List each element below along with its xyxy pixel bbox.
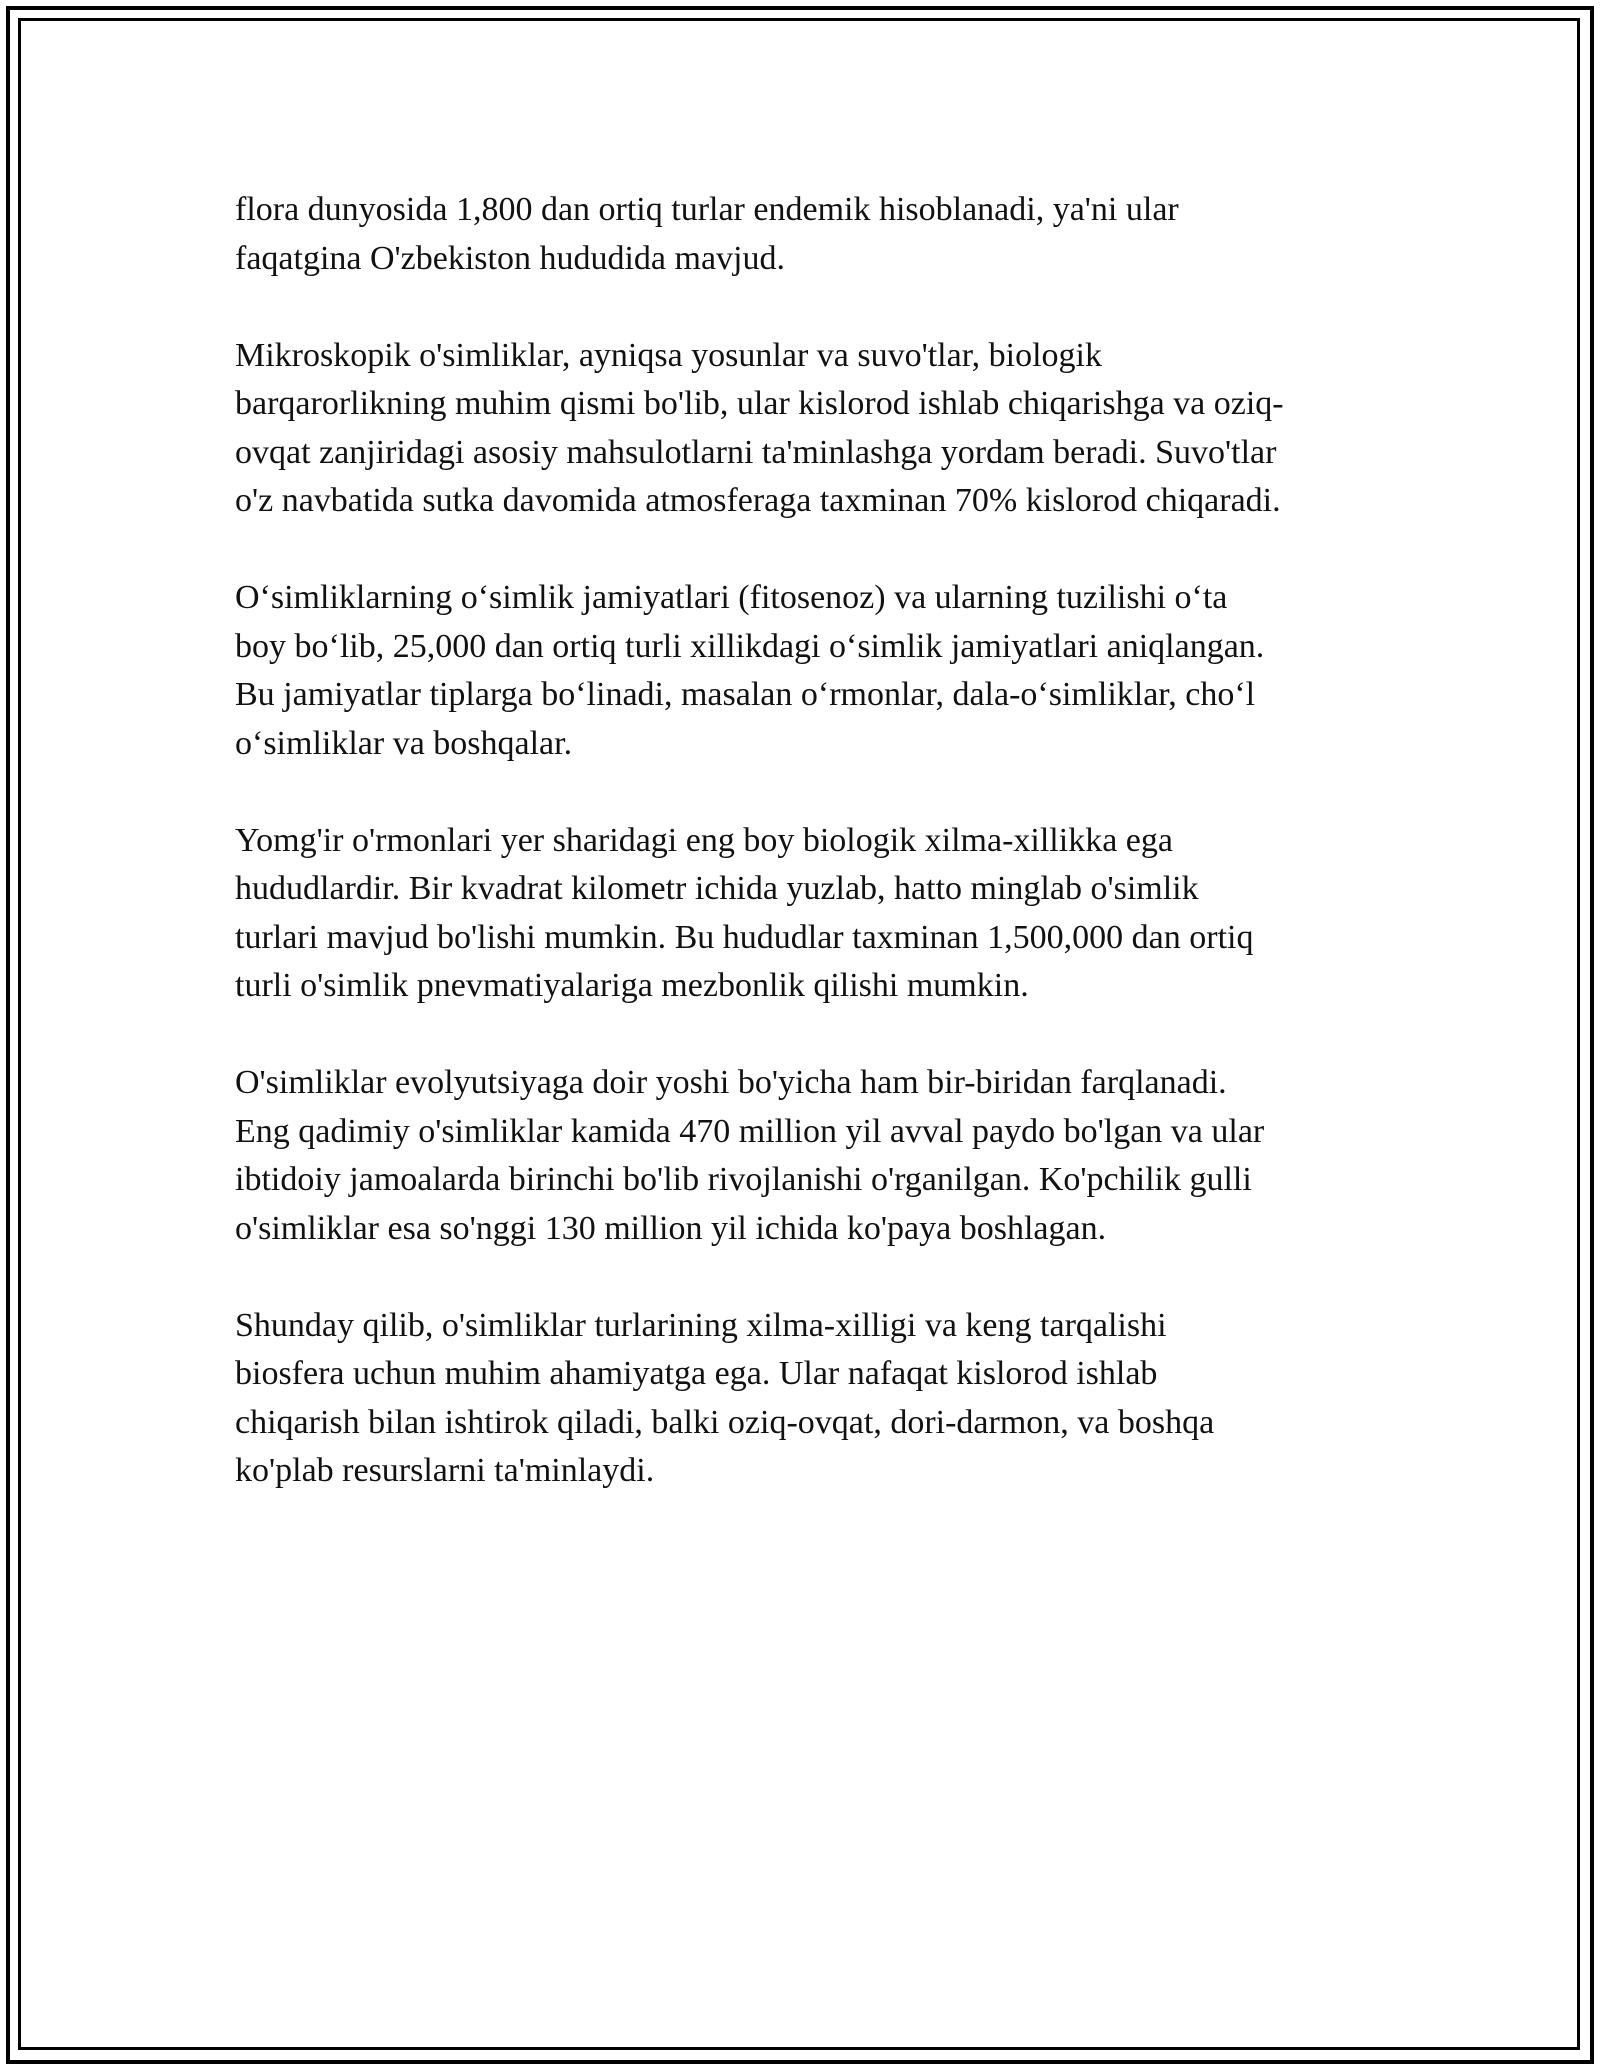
paragraph-conclusion: Shunday qilib, o'simliklar turlarining xilma-xilligi va keng tarqalishi biosfera uchun muhim ahamiyatga ega. Ular nafaqat kislorod ishlab chiqarish bilan ishtirok qiladi, balki oziq-ovqat, dori-darmon, va boshqa ko'plab resurslarni ta'minlaydi.: [235, 1306, 1215, 1489]
paragraph-microscopic-plants: Mikroskopik o'simliklar, ayniqsa yosunlar va suvo'tlar, biologik barqarorlikning muhim qismi bo'lib, ular kislorod ishlab chiqarishga va oziq- ovqat zanjiridagi asosiy mahsulotlarni ta'minlashga yordam beradi. Suvo'tlar o'z navbatida sutka davomida atmosferaga taxminan 70% kislorod chiqaradi.: [235, 336, 1284, 519]
paragraph-plant-evolution: O'simliklar evolyutsiyaga doir yoshi bo'yicha ham bir-biridan farqlanadi. Eng qadimiy o'simliklar kamida 470 million yil avval paydo bo'lgan va ular ibtidoiy jamoalarda birinchi bo'lib rivojlanishi o'rganilgan. Ko'pchilik gulli o'simliklar esa so'nggi 130 million yil ichida ko'paya boshlagan.: [235, 1064, 1265, 1247]
paragraph-plant-communities: O‘simliklarning o‘simlik jamiyatlari (fitosenoz) va ularning tuzilishi o‘ta boy bo‘lib, 25,000 dan ortiq turli xillikdagi o‘simlik jamiyatlari aniqlangan. Bu jamiyatlar tiplarga bo‘linadi, masalan o‘rmonlar, dala-o‘simliklar, cho‘l o‘simliklar va boshqalar.: [235, 579, 1265, 762]
paragraph-rainforests: Yomg'ir o'rmonlari yer sharidagi eng boy biologik xilma-xillikka ega hududlardir. Bir kvadrat kilometr ichida yuzlab, hatto minglab o'simlik turlari mavjud bo'lishi mumkin. Bu hududlar taxminan 1,500,000 dan ortiq turli o'simlik pnevmatiyalariga mezbonlik qilishi mumkin.: [235, 821, 1254, 1004]
document-body: [235, 186, 1395, 1544]
paragraph-endemic-flora: flora dunyosida 1,800 dan ortiq turlar endemik hisoblanadi, ya'ni ular faqatgina O'zbekiston hududida mavjud.: [235, 191, 1179, 277]
